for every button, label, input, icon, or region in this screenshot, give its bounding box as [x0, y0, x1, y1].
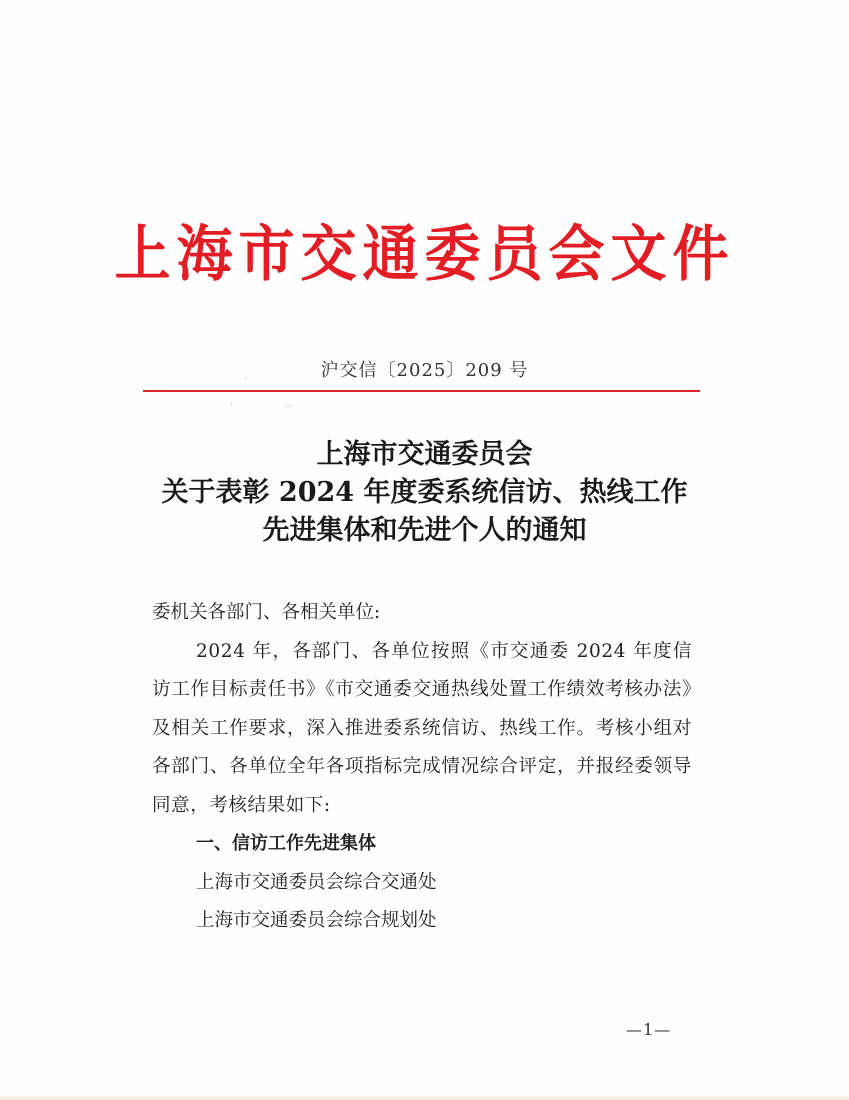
title-line-3: 先进集体和先进个人的通知 — [262, 515, 587, 546]
section-heading: 一、信访工作先进集体 — [196, 833, 376, 854]
notice-body — [152, 594, 692, 941]
scan-edge-shadow — [0, 1094, 849, 1100]
document-number: 沪交信〔2025〕209 号 — [320, 360, 529, 381]
scan-speck: · — [244, 374, 248, 385]
title-line-2: 关于表彰 2024 年度委系统信访、热线工作 — [161, 477, 688, 508]
intro-paragraph: 2024 年，各部门、各单位按照《市交通委 2024 年度信访工作目标责任书》《市交通委交通热线处置工作绩效考核办法》及相关工作要求，深入推进委系统信访、热线工作。考核小组对各部门、各单位全年各项指标完成情况综合评定，并报经委领导同意，考核结果如下: — [152, 640, 692, 816]
red-divider-line — [143, 390, 700, 392]
notice-title — [0, 436, 849, 550]
title-line-1: 上海市交通委员会 — [316, 439, 533, 470]
document-masthead: 上海市交通委员会文件 — [114, 218, 735, 290]
award-unit-item: 上海市交通委员会综合规划处 — [196, 910, 437, 931]
page-number: —1— — [626, 1020, 672, 1039]
salutation: 委机关各部门、各相关单位: — [152, 602, 381, 623]
scan-speck: ·· — [285, 402, 292, 413]
scan-speck: · — [230, 400, 234, 411]
award-unit-item: 上海市交通委员会综合交通处 — [196, 871, 437, 893]
